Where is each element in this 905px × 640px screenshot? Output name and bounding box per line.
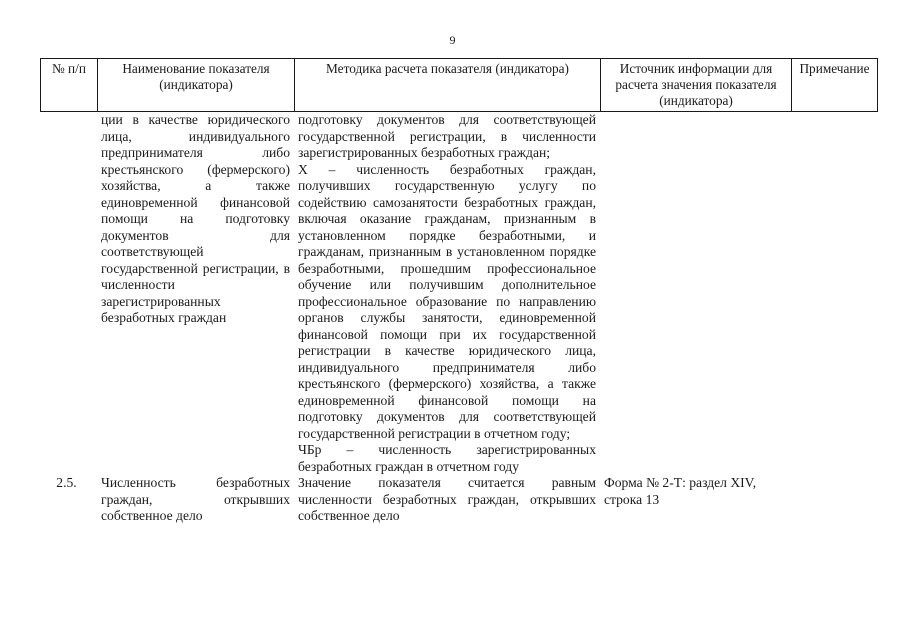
method-paragraph: Х – численность безработных граждан, получивших государственную услугу по содействию самозанятости безработных граждан, включая оказание гражданам, признанным в установленном порядке безработными, и гражданам, признанным в установленном порядке безработными, прошедшим профессиональное обучение или получившим дополнительное профессиональное образование по направлению органов службы занятости, единовременной финансовой помощи при их государственной регистрации в качестве юридического лица, индивидуального предпринимателя либо крестьянского (фермерского) хозяйства, а также единовременной финансовой помощи на подготовку документов для соответствующей государственной регистрации в отчетном году; <box>298 161 596 441</box>
row-source: Форма № 2-Т: раздел XIV, строка 13 <box>604 475 757 507</box>
row-name: ции в качестве юридического лица, индивидуального предпринимателя либо крестьянского (фермерского) хозяйства, а также единовременной финансовой помощи на подготовку документов для соответствующей государственной регистрации, в численности зарегистрированных безработных граждан <box>101 112 290 325</box>
row-name: Численность безработных граждан, открывших собственное дело <box>101 475 290 523</box>
row-num <box>40 112 97 475</box>
row-method <box>294 112 600 475</box>
row-num: 2.5. <box>56 475 77 490</box>
indicator-table <box>40 58 878 525</box>
row-source <box>600 112 791 475</box>
header-name: Наименование показателя (индикатора) <box>97 59 294 111</box>
table-header <box>40 58 878 112</box>
row-method: Значение показателя считается равным численности безработных граждан, открывших собственное дело <box>298 475 596 523</box>
header-note: Примечание <box>791 59 878 111</box>
header-method: Методика расчета показателя (индикатора) <box>294 59 600 111</box>
row-note <box>791 475 878 525</box>
method-paragraph: подготовку документов для соответствующей государственной регистрации, в численности зарегистрированных безработных граждан; <box>298 112 596 160</box>
header-num: № п/п <box>40 59 97 111</box>
row-note <box>791 112 878 475</box>
header-source: Источник информации для расчета значения показателя (индикатора) <box>600 59 791 111</box>
method-paragraph: ЧБр – численность зарегистрированных безработных граждан в отчетном году <box>298 442 596 474</box>
page-number: 9 <box>449 33 456 47</box>
table-row <box>40 112 878 475</box>
table-row <box>40 475 878 525</box>
